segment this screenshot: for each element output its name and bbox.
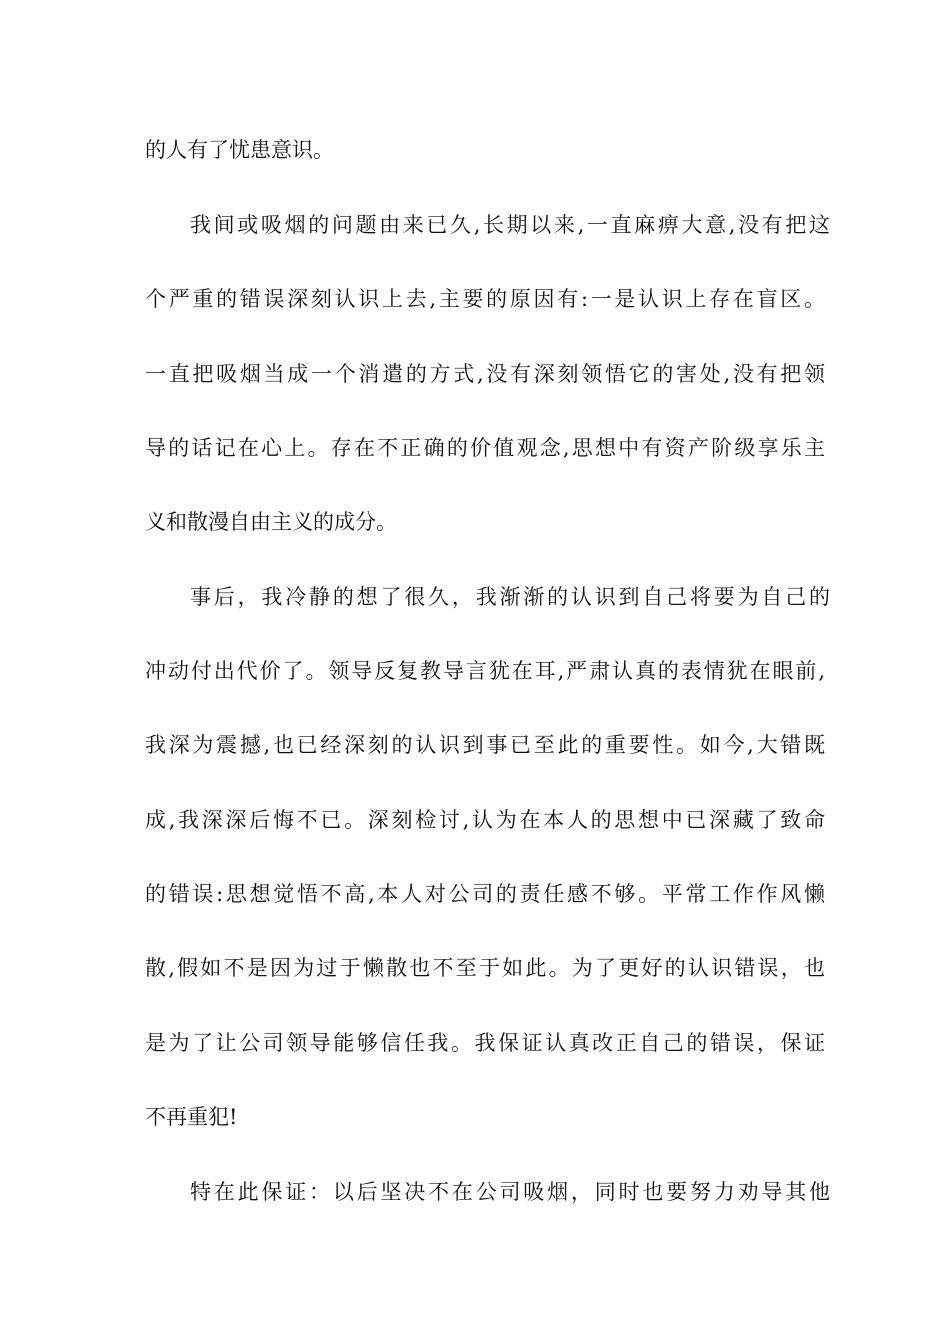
text-line: 个严重的错误深刻认识上去,主要的原因有:一是认识上存在盲区。	[145, 287, 825, 311]
text-line: 的错误:思想觉悟不高,本人对公司的责任感不够。平常工作作风懒	[145, 882, 825, 906]
text-line: 成,我深深后悔不已。深刻检讨,认为在本人的思想中已深藏了致命	[145, 808, 825, 832]
text-line: 不再重犯!	[145, 1105, 238, 1129]
text-line: 我深为震撼,也已经深刻的认识到事已至此的重要性。如今,大错既	[145, 733, 825, 757]
paragraph-first-line: 我间或吸烟的问题由来已久,长期以来,一直麻痹大意,没有把这	[190, 213, 830, 237]
paragraph-first-line: 事后，我冷静的想了很久，我渐渐的认识到自己将要为自己的	[190, 585, 830, 609]
text-line: 导的话记在心上。存在不正确的价值观念,思想中有资产阶级享乐主	[145, 436, 825, 460]
text-line: 的人有了忧患意识。	[145, 138, 334, 162]
text-line: 冲动付出代价了。领导反复教导言犹在耳,严肃认真的表情犹在眼前,	[145, 659, 825, 683]
paragraph-first-line: 特在此保证：以后坚决不在公司吸烟，同时也要努力劝导其他	[190, 1180, 830, 1204]
text-line: 是为了让公司领导能够信任我。我保证认真改正自己的错误，保证	[145, 1031, 825, 1055]
text-line: 散,假如不是因为过于懒散也不至于如此。为了更好的认识错误，也	[145, 956, 825, 980]
text-line: 一直把吸烟当成一个消遣的方式,没有深刻领悟它的害处,没有把领	[145, 362, 825, 386]
text-line: 义和散漫自由主义的成分。	[145, 510, 397, 534]
